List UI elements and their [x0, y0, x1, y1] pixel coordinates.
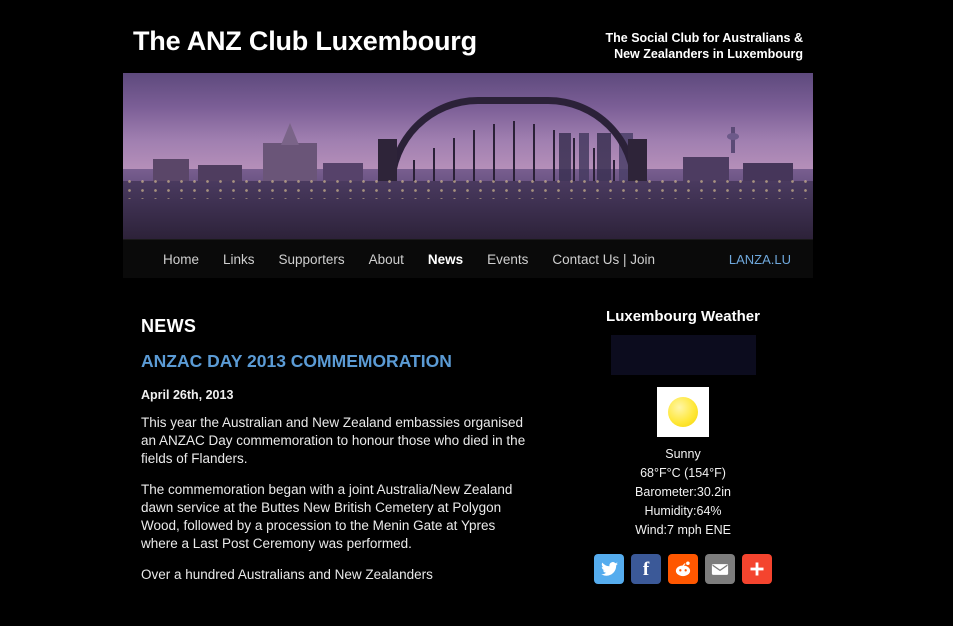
nav-item-home[interactable]: Home [163, 251, 200, 267]
site-tagline [503, 30, 803, 62]
article-title: ANZAC DAY 2013 COMMEMORATION [141, 351, 452, 371]
weather-title: Luxembourg Weather [606, 308, 760, 325]
sun-icon [657, 387, 709, 437]
nav-item-supporters[interactable]: Supporters [278, 251, 345, 267]
weather-humidity: Humidity:64% [644, 504, 722, 518]
nav-link-lanza-lu[interactable]: LANZA.LU [728, 251, 791, 267]
tagline-line-1: The Social Club for Australians & [605, 31, 803, 45]
weather-wind: Wind:7 mph ENE [635, 523, 731, 537]
page-title: NEWS [141, 316, 197, 336]
nav-item-contact-us-join[interactable]: Contact Us | Join [552, 251, 655, 267]
sun-disc [668, 397, 698, 427]
facebook-share-button[interactable]: f [631, 554, 661, 584]
reddit-share-button[interactable] [668, 554, 698, 584]
article-paragraph: The commemoration began with a joint Australia/New Zealand dawn service at the Buttes New British Cemetery at Polygon Wood, followed by a procession to the Menin Gate at Ypres where a Last Post Ceremony was performed. [141, 482, 513, 551]
banner-bridge-hanger [573, 138, 575, 182]
banner-bridge-hanger [493, 124, 495, 182]
site-title: The ANZ Club Luxembourg [133, 26, 477, 56]
banner-bridge-hanger [513, 121, 515, 182]
nav-item-links[interactable]: Links [223, 251, 255, 267]
banner-city-lights [123, 177, 813, 199]
weather-widget [563, 308, 803, 584]
banner-bridge-hanger [553, 130, 555, 182]
banner-sydney-tower [731, 127, 735, 153]
weather-temperature: 68°F°C (154°F) [640, 466, 726, 480]
site-container [123, 10, 813, 278]
article-paragraph: This year the Australian and New Zealand embassies organised an ANZAC Day commemoration to honour those who died in the fields of Flanders. [141, 415, 526, 466]
twitter-share-button[interactable] [594, 554, 624, 584]
banner-image-sydney-harbour [123, 73, 813, 239]
tagline-line-2: New Zealanders in Luxembourg [614, 47, 803, 61]
banner-bridge-hanger [473, 130, 475, 182]
nav-item-news[interactable]: News [427, 251, 464, 267]
article-date: April 26th, 2013 [141, 388, 234, 402]
banner-bridge-hanger [453, 138, 455, 182]
more-share-button[interactable] [742, 554, 772, 584]
nav-item-about[interactable]: About [368, 251, 404, 267]
social-share-bar [563, 554, 803, 584]
main-navigation [123, 239, 813, 278]
content-area [123, 300, 813, 626]
nav-item-events[interactable]: Events [487, 251, 529, 267]
email-share-button[interactable] [705, 554, 735, 584]
weather-condition: Sunny [665, 447, 701, 461]
weather-barometer: Barometer:30.2in [635, 485, 731, 499]
site-header [123, 10, 813, 73]
news-column [141, 308, 531, 597]
article-paragraph: Over a hundred Australians and New Zealanders [141, 567, 433, 582]
banner-bridge-hanger [533, 124, 535, 182]
weather-ad-banner[interactable] [611, 335, 756, 375]
